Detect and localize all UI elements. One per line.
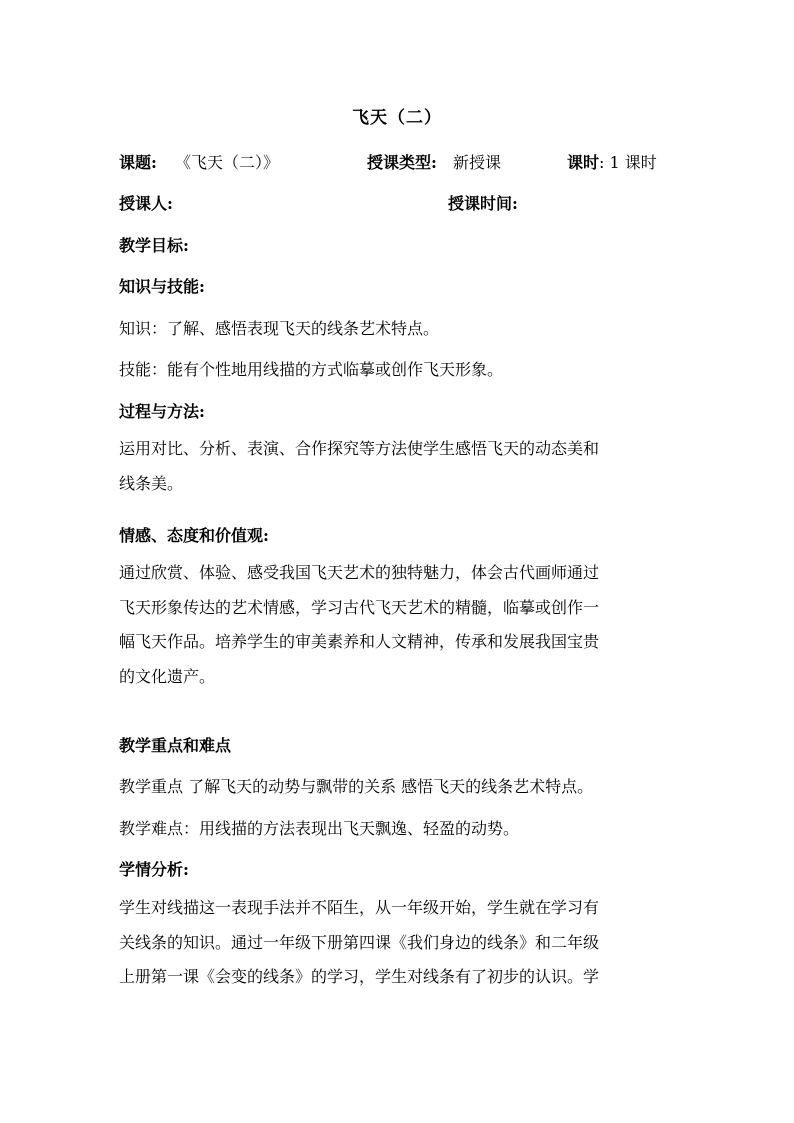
process-paragraph (119, 432, 679, 501)
paragraph-line: 的文化遗产。 (119, 666, 216, 686)
paragraph-line: 上册第一课《会变的线条》的学习，学生对线条有了初步的认识。学 (119, 967, 600, 986)
emotion-heading: 情感、态度和价值观: (119, 526, 269, 545)
topic-label: 课题: (119, 153, 157, 172)
skill-text: 技能：能有个性地用线描的方式临摹或创作飞天形象。 (119, 360, 504, 379)
paragraph-line: 线条美。 (119, 473, 184, 493)
student-analysis-paragraph (119, 891, 679, 995)
paragraph-line: 通过欣赏、体验、感受我国飞天艺术的独特魅力，体会古代画师通过 (119, 563, 600, 582)
paragraph-line: 飞天形象传达的艺术情感，学习古代飞天艺术的精髓，临摹或创作一 (119, 597, 600, 617)
emotion-paragraph (119, 556, 679, 694)
key-point-text: 教学重点 了解飞天的动势与飘带的关系 感悟飞天的线条艺术特点。 (119, 777, 594, 796)
paragraph-line: 运用对比、分析、表演、合作探究等方法使学生感悟飞天的动态美和 (119, 439, 600, 458)
paragraph-line: 幅飞天作品。培养学生的审美素养和人文精神，传承和发展我国宝贵 (119, 632, 600, 651)
knowledge-text: 知识：了解、感悟表现飞天的线条艺术特点。 (119, 319, 440, 338)
paragraph-line: 学生对线描这一表现手法并不陌生，从一年级开始，学生就在学习有 (119, 898, 600, 917)
goals-heading: 教学目标: (119, 236, 189, 255)
difficulty-text: 教学难点：用线描的方法表现出飞天飘逸、轻盈的动势。 (119, 819, 520, 838)
lesson-meta-row (119, 150, 679, 172)
process-method-heading: 过程与方法: (119, 402, 205, 421)
teacher-label: 授课人: (119, 194, 173, 213)
paragraph-line: 关线条的知识。通过一年级下册第四课《我们身边的线条》和二年级 (119, 932, 600, 952)
teaching-time-label: 授课时间: (448, 194, 518, 213)
class-hours-value: : 1 课时 (599, 153, 657, 172)
class-hours-label: 课时 (567, 153, 600, 172)
teacher-time-row (119, 191, 679, 213)
topic-value: 《飞天（二）》 (175, 153, 280, 172)
document-title: 飞天（二） (352, 108, 442, 128)
key-difficulty-heading: 教学重点和难点 (119, 736, 232, 755)
lesson-type-label: 授课类型: (367, 153, 437, 172)
knowledge-skill-heading: 知识与技能: (119, 277, 205, 296)
student-analysis-heading: 学情分析: (119, 860, 189, 879)
lesson-type-value: 新授课 (453, 153, 502, 172)
